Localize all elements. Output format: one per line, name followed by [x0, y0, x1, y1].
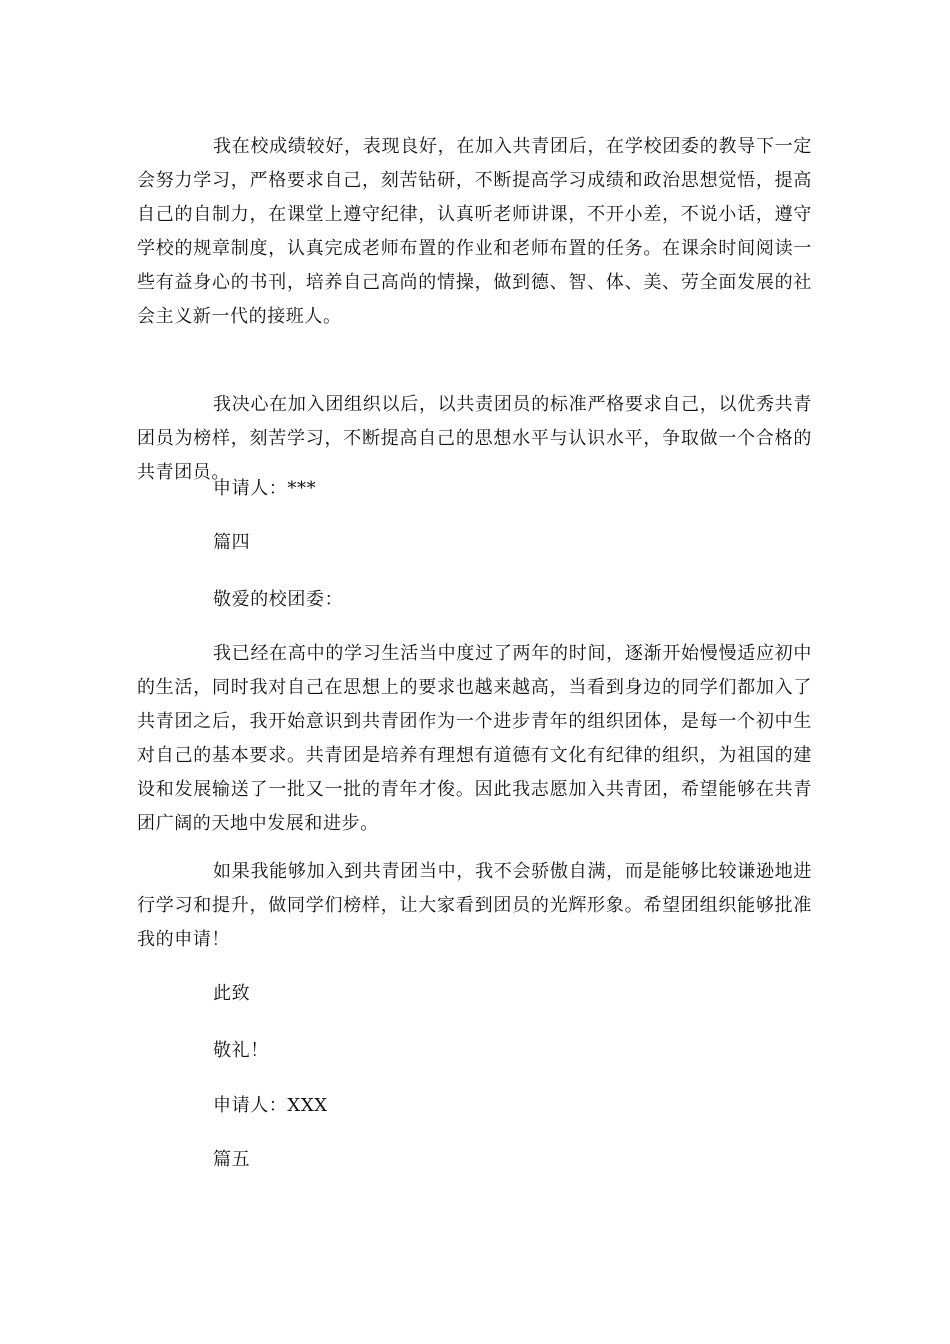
paragraph-resolution: 我决心在加入团组织以后，以共责团员的标准严格要求自己，以优秀共青团员为榜样，刻苦学习，不断提高自己的思想水平与认识水平，争取做一个合格的共青团员。	[137, 394, 812, 483]
paragraph-promise: 如果我能够加入到共青团当中，我不会骄傲自满，而是能够比较谦逊地进行学习和提升，做同学们榜样，让大家看到团员的光辉形象。希望团组织能够批准我的申请！	[137, 861, 812, 950]
applicant-signature-2: 申请人：XXX	[213, 1095, 328, 1116]
section-heading-4: 篇四	[213, 532, 251, 553]
salutation: 敬爱的校团委：	[213, 589, 344, 610]
applicant-signature-1: 申请人：***	[213, 478, 317, 499]
closing-jing-li: 敬礼！	[213, 1040, 269, 1061]
paragraph-application-reason: 我已经在高中的学习生活当中度过了两年的时间，逐渐开始慢慢适应初中的生活，同时我对自己在思想上的要求也越来越高，当看到身边的同学们都加入了共青团之后，我开始意识到共青团作为一个进步青年的组织团体，是每一个初中生对自己的基本要求。共青团是培养有理想有道德有文化有纪律的组织，为祖国的建设和发展输送了一批又一批的青年才俊。因此我志愿加入共青团，希望能够在共青团广阔的天地中发展和进步。	[137, 643, 812, 834]
closing-ci-zhi: 此致	[213, 983, 251, 1004]
paragraph-study-commitment: 我在校成绩较好，表现良好，在加入共青团后，在学校团委的教导下一定会努力学习，严格要求自己，刻苦钻研，不断提高学习成绩和政治思想觉悟，提高自己的自制力，在课堂上遵守纪律，认真听老师讲课，不开小差，不说小话，遵守学校的规章制度，认真完成老师布置的作业和老师布置的任务。在课余时间阅读一些有益身心的书刊，培养自己高尚的情操，做到德、智、体、美、劳全面发展的社会主义新一代的接班人。	[137, 136, 812, 327]
section-heading-5: 篇五	[213, 1149, 251, 1170]
